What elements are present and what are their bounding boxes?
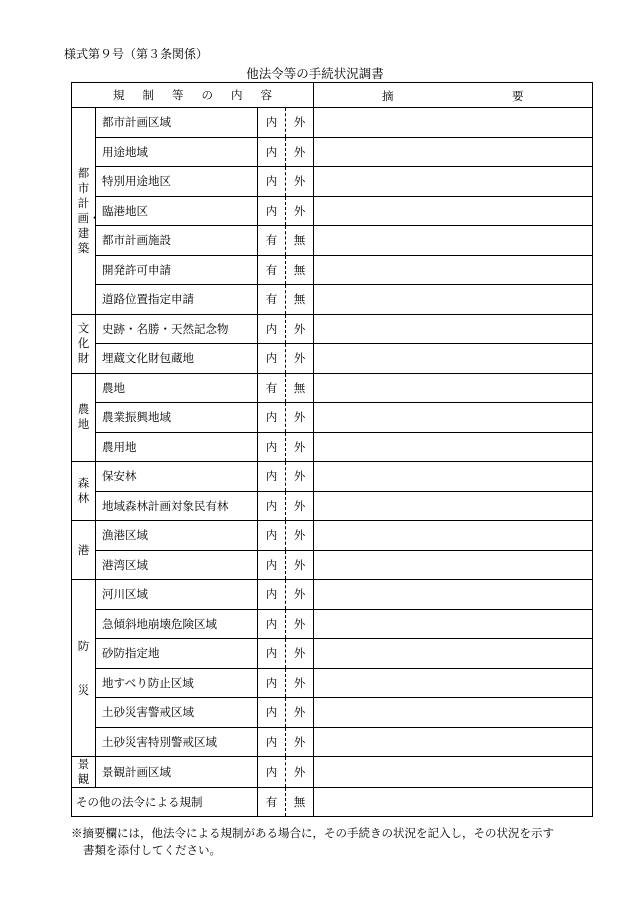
table-row	[72, 226, 593, 256]
header-char: 等	[172, 88, 184, 102]
table-row	[72, 462, 593, 492]
item-name: 地域森林計画対象民有林	[96, 491, 258, 521]
table-row	[72, 757, 593, 788]
status-option-a: 内	[258, 314, 286, 344]
status-option-a: 内	[258, 580, 286, 610]
item-name: 農業振興地域	[96, 403, 258, 433]
status-option-b: 外	[286, 314, 314, 344]
status-option-b: 外	[286, 580, 314, 610]
status-option-b: 無	[286, 285, 314, 315]
table-row	[72, 344, 593, 374]
status-option-b: 外	[286, 727, 314, 757]
table-row	[72, 580, 593, 610]
item-name: 砂防指定地	[96, 639, 258, 669]
status-option-a: 有	[258, 373, 286, 403]
status-option-b: 無	[286, 255, 314, 285]
status-option-a: 内	[258, 757, 286, 788]
item-name: 史跡・名勝・天然記念物	[96, 314, 258, 344]
document-title: 他法令等の手続状況調書	[246, 66, 384, 81]
item-name: 景観計画区域	[96, 757, 258, 788]
item-name: 都市計画区域	[96, 108, 258, 138]
table-row	[72, 314, 593, 344]
remarks-cell[interactable]	[314, 285, 593, 315]
remarks-cell[interactable]	[314, 314, 593, 344]
other-regulation-label: その他の法令による規制	[72, 787, 258, 817]
item-name: 農地	[96, 373, 258, 403]
item-name: 急傾斜地崩壊危険区域	[96, 609, 258, 639]
item-name: 土砂災害特別警戒区域	[96, 727, 258, 757]
status-option-b: 無	[286, 787, 314, 817]
status-option-b: 外	[286, 609, 314, 639]
status-option-a: 有	[258, 226, 286, 256]
table-row	[72, 255, 593, 285]
table-row	[72, 432, 593, 462]
status-option-a: 内	[258, 491, 286, 521]
status-option-b: 外	[286, 698, 314, 728]
status-option-b: 外	[286, 639, 314, 669]
remarks-cell[interactable]	[314, 609, 593, 639]
status-option-b: 外	[286, 668, 314, 698]
footnote	[71, 825, 611, 859]
category-label: 港	[77, 542, 90, 557]
remarks-cell[interactable]	[314, 727, 593, 757]
header-char: 内	[231, 88, 243, 102]
status-option-a: 内	[258, 462, 286, 492]
item-name: 保安林	[96, 462, 258, 492]
item-name: 地すべり防止区域	[96, 668, 258, 698]
remarks-cell[interactable]	[314, 491, 593, 521]
category-cell	[72, 757, 96, 788]
status-option-b: 無	[286, 373, 314, 403]
procedure-status-table	[71, 82, 593, 817]
item-name: 土砂災害警戒区域	[96, 698, 258, 728]
status-option-a: 内	[258, 432, 286, 462]
remarks-cell[interactable]	[314, 373, 593, 403]
header-char: の	[201, 88, 213, 102]
status-option-b: 外	[286, 137, 314, 167]
table-row	[72, 137, 593, 167]
status-option-b: 外	[286, 462, 314, 492]
item-name: 河川区域	[96, 580, 258, 610]
status-option-a: 内	[258, 668, 286, 698]
item-name: 用途地域	[96, 137, 258, 167]
table-row	[72, 196, 593, 226]
category-label: 都市計画・建築	[77, 165, 101, 255]
category-cell	[72, 373, 96, 462]
status-option-b: 外	[286, 521, 314, 551]
table-row	[72, 639, 593, 669]
category-label: 森林	[77, 476, 90, 505]
status-option-b: 外	[286, 550, 314, 580]
table-row	[72, 373, 593, 403]
status-option-b: 外	[286, 432, 314, 462]
status-option-a: 内	[258, 403, 286, 433]
status-option-a: 有	[258, 255, 286, 285]
remarks-cell[interactable]	[314, 462, 593, 492]
item-name: 漁港区域	[96, 521, 258, 551]
status-option-a: 内	[258, 137, 286, 167]
status-option-a: 内	[258, 521, 286, 551]
status-option-b: 外	[286, 344, 314, 374]
category-cell	[72, 462, 96, 521]
item-name: 農用地	[96, 432, 258, 462]
category-label: 農地	[77, 402, 90, 432]
remarks-cell[interactable]	[314, 196, 593, 226]
status-option-a: 有	[258, 285, 286, 315]
status-option-b: 外	[286, 196, 314, 226]
remarks-cell[interactable]	[314, 432, 593, 462]
status-option-a: 内	[258, 550, 286, 580]
status-option-b: 外	[286, 167, 314, 197]
status-option-b: 無	[286, 226, 314, 256]
header-char: 規	[113, 88, 125, 102]
table-row	[72, 698, 593, 728]
category-cell	[72, 580, 96, 757]
header-regulation	[72, 83, 314, 108]
remarks-cell[interactable]	[314, 639, 593, 669]
remarks-cell[interactable]	[314, 787, 593, 817]
status-option-a: 内	[258, 639, 286, 669]
header-remarks	[314, 83, 593, 108]
category-label: 景観	[77, 757, 90, 786]
category-cell	[72, 521, 96, 580]
table-row	[72, 403, 593, 433]
table-row	[72, 108, 593, 138]
status-option-a: 内	[258, 609, 286, 639]
remarks-cell[interactable]	[314, 403, 593, 433]
header-char: 摘	[382, 89, 394, 103]
item-name: 埋蔵文化財包蔵地	[96, 344, 258, 374]
table-row	[72, 285, 593, 315]
form-number: 様式第９号（第３条関係）	[64, 47, 209, 61]
table-row	[72, 167, 593, 197]
item-name: 臨港地区	[96, 196, 258, 226]
item-name: 開発許可申請	[96, 255, 258, 285]
remarks-cell[interactable]	[314, 521, 593, 551]
remarks-cell[interactable]	[314, 550, 593, 580]
item-name: 都市計画施設	[96, 226, 258, 256]
status-option-a: 内	[258, 727, 286, 757]
status-option-b: 外	[286, 757, 314, 788]
header-char: 要	[512, 89, 524, 103]
remarks-cell[interactable]	[314, 226, 593, 256]
header-row	[72, 83, 593, 108]
category-label: 文化財	[77, 321, 90, 365]
item-name: 特別用途地区	[96, 167, 258, 197]
header-char: 制	[142, 88, 154, 102]
remarks-cell[interactable]	[314, 698, 593, 728]
remarks-cell[interactable]	[314, 167, 593, 197]
remarks-cell[interactable]	[314, 344, 593, 374]
category-cell	[72, 314, 96, 373]
status-option-b: 外	[286, 108, 314, 138]
category-cell	[72, 108, 101, 315]
table-row-other	[72, 787, 593, 817]
status-option-a: 内	[258, 698, 286, 728]
status-option-a: 内	[258, 167, 286, 197]
status-option-b: 外	[286, 403, 314, 433]
status-option-a: 有	[258, 787, 286, 817]
remarks-cell[interactable]	[314, 255, 593, 285]
status-option-a: 内	[258, 108, 286, 138]
item-name: 道路位置指定申請	[96, 285, 258, 315]
table-row	[72, 609, 593, 639]
category-label: 防災	[77, 639, 90, 697]
remarks-cell[interactable]	[314, 137, 593, 167]
footnote-line-1: ※摘要欄には，他法令による規制がある場合に，その手続きの状況を記入し，その状況を示す	[71, 826, 554, 840]
remarks-cell[interactable]	[314, 757, 593, 788]
status-option-a: 内	[258, 344, 286, 374]
remarks-cell[interactable]	[314, 580, 593, 610]
header-char: 容	[260, 88, 272, 102]
status-option-a: 内	[258, 196, 286, 226]
remarks-cell[interactable]	[314, 668, 593, 698]
table-row	[72, 668, 593, 698]
table-row	[72, 491, 593, 521]
table-row	[72, 550, 593, 580]
item-name: 港湾区域	[96, 550, 258, 580]
table-row	[72, 521, 593, 551]
remarks-cell[interactable]	[314, 108, 593, 138]
table-row	[72, 727, 593, 757]
status-option-b: 外	[286, 491, 314, 521]
footnote-line-2: 書類を添付してください。	[83, 843, 221, 857]
